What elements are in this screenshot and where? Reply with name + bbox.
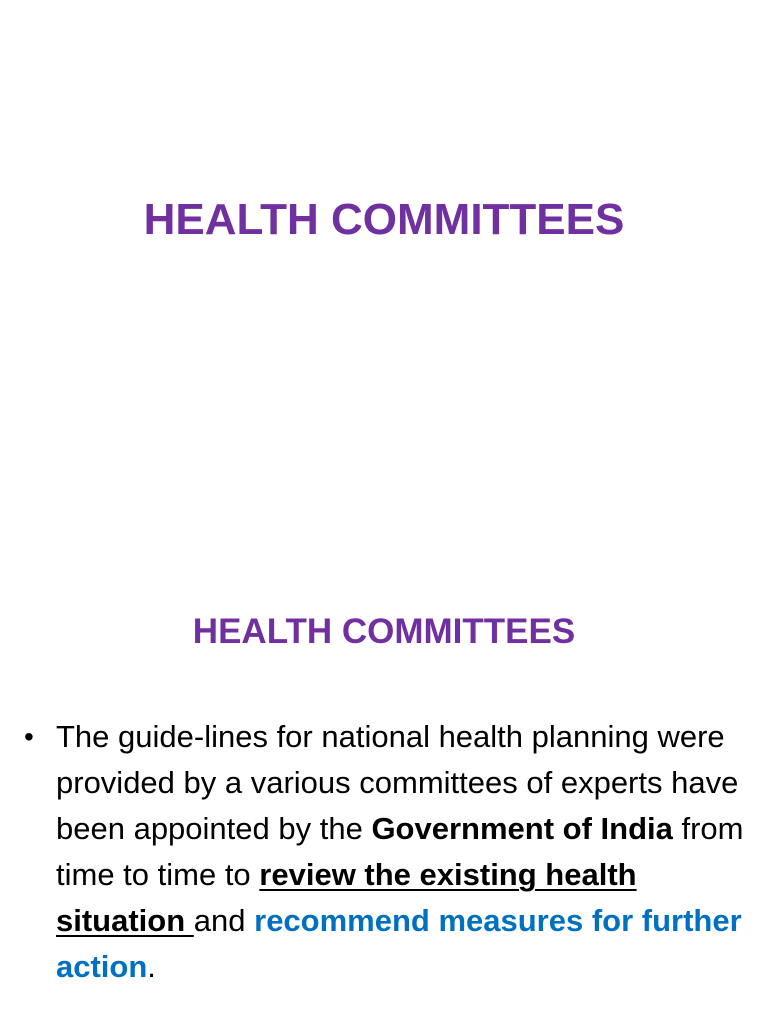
review-situation-emphasis: review the existing health situation	[56, 857, 637, 938]
bullet-list-item	[24, 714, 744, 990]
slide-title: HEALTH COMMITTEES	[143, 195, 625, 244]
recommend-measures-emphasis: recommend measures for further action	[56, 903, 742, 984]
slide-2	[0, 512, 768, 1024]
bullet-icon: •	[24, 721, 34, 752]
bullet-text-part: The guide-lines for national health planning were provided by a various committees of experts have been appointed by the	[56, 719, 739, 846]
bullet-paragraph	[56, 714, 744, 990]
bullet-text-part: from time to time to	[56, 811, 744, 892]
bullet-text-part: .	[147, 949, 156, 984]
bullet-text-part: and	[193, 903, 255, 938]
government-of-india-emphasis: Government of India	[371, 811, 673, 846]
slide-title: HEALTH COMMITTEES	[192, 612, 576, 651]
